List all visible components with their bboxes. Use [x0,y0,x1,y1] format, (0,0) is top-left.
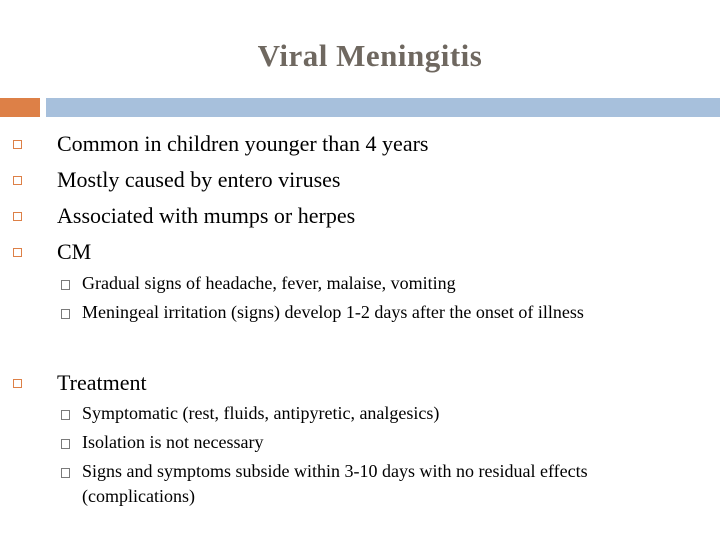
sub-bullet-text: Symptomatic (rest, fluids, antipyretic, analgesics) [82,403,440,423]
missing-glyph-bullet-icon [61,280,70,290]
bullet-text: Treatment [57,370,147,395]
sub-bullet-text: Meningeal irritation (signs) develop 1-2 days after the onset of illness [82,302,584,322]
square-bullet-icon [13,379,22,388]
missing-glyph-bullet-icon [61,439,70,449]
bullet-text: Common in children younger than 4 years [57,131,429,156]
bullet-text: CM [57,239,92,264]
square-bullet-icon [13,248,22,257]
sub-bullet-text: Signs and symptoms subside within 3-10 days with no residual effects [82,461,588,481]
bullet-text: Mostly caused by entero viruses [57,167,341,192]
missing-glyph-bullet-icon [61,410,70,420]
sub-bullet-text: Isolation is not necessary [82,432,264,452]
slide-title: Viral Meningitis [257,38,483,73]
missing-glyph-bullet-icon [61,309,70,319]
sub-bullet-text-continuation: (complications) [82,486,195,506]
square-bullet-icon [13,140,22,149]
missing-glyph-bullet-icon [61,468,70,478]
square-bullet-icon [13,212,22,221]
sub-bullet-text: Gradual signs of headache, fever, malaise, vomiting [82,273,456,293]
bullet-text: Associated with mumps or herpes [57,203,356,228]
square-bullet-icon [13,176,22,185]
